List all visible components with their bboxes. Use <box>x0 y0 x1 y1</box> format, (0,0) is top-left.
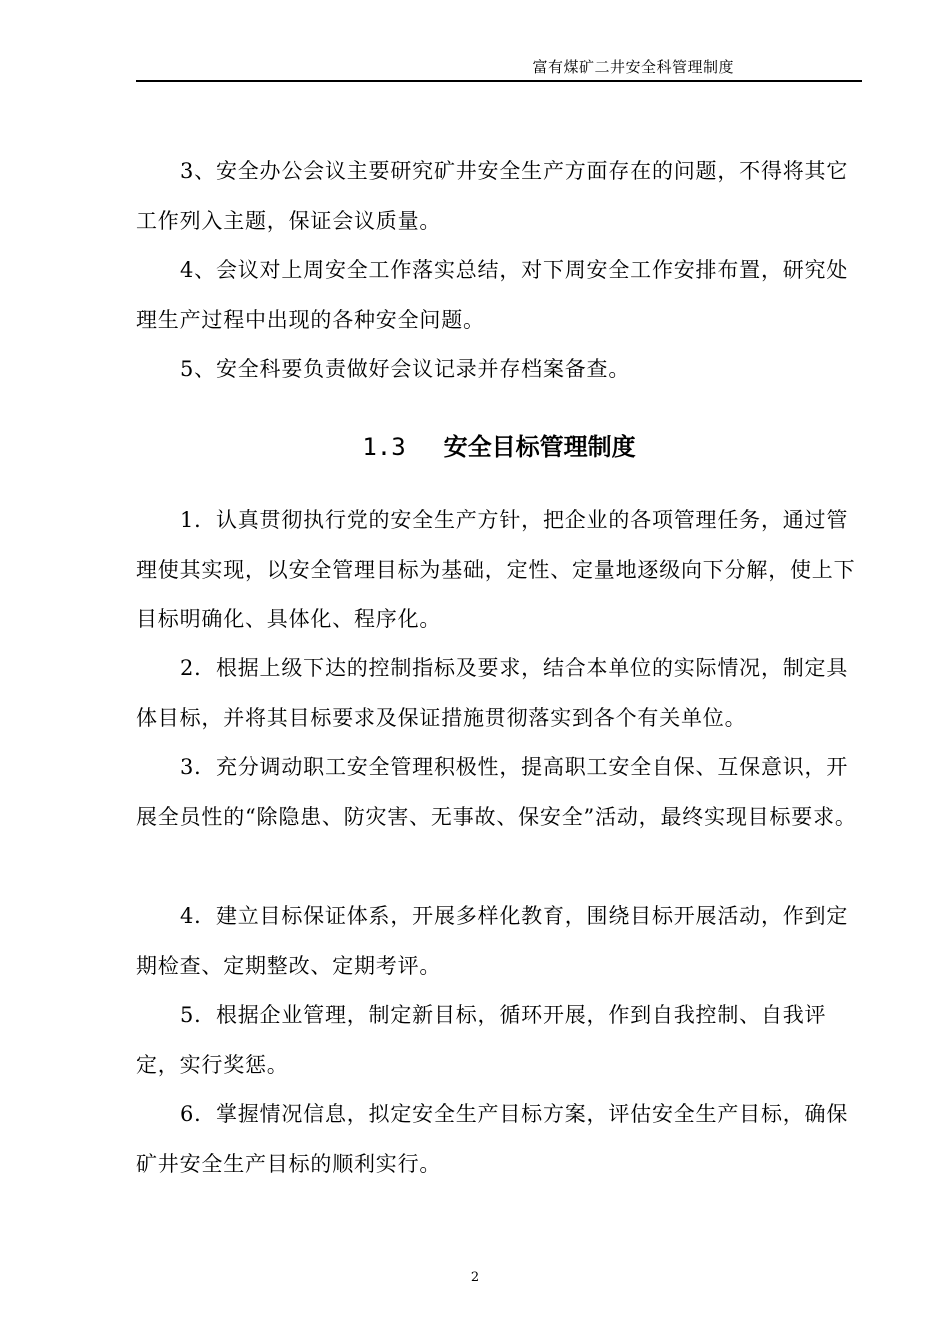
paragraph-4: 4、会议对上周安全工作落实总结，对下周安全工作安排布置，研究处理生产过程中出现的各种安全问题。 <box>136 258 849 332</box>
page-header <box>136 56 862 82</box>
page-number: 2 <box>470 1270 480 1285</box>
paragraph-5: 5、安全科要负责做好会议记录并存档案备查。 <box>180 357 631 381</box>
section-paragraph-6: 6．掌握情况信息，拟定安全生产目标方案，评估安全生产目标，确保矿井安全生产目标的顺利实行。 <box>136 1102 849 1176</box>
header-title: 富有煤矿二井安全科管理制度 <box>532 58 734 76</box>
section-paragraph-4: 4．建立目标保证体系，开展多样化教育，围绕目标开展活动，作到定期检查、定期整改、定期考评。 <box>136 904 849 978</box>
section-number: 1.3 <box>362 433 406 461</box>
section-title: 安全目标管理制度 <box>443 432 636 461</box>
section-paragraph-2: 2．根据上级下达的控制指标及要求，结合本单位的实际情况，制定具体目标，并将其目标要求及保证措施贯彻落实到各个有关单位。 <box>136 656 849 730</box>
section-paragraph-3: 3．充分调动职工安全管理积极性，提高职工安全自保、互保意识，开展全员性的“除隐患、防灾害、无事故、保安全”活动，最终实现目标要求。 <box>136 755 857 829</box>
paragraph-3: 3、安全办公会议主要研究矿井安全生产方面存在的问题，不得将其它工作列入主题，保证会议质量。 <box>136 159 849 233</box>
section-paragraph-5: 5．根据企业管理，制定新目标，循环开展，作到自我控制、自我评定，实行奖惩。 <box>136 1003 827 1077</box>
section-heading <box>136 422 862 472</box>
section-paragraph-1: 1．认真贯彻执行党的安全生产方针，把企业的各项管理任务，通过管理使其实现，以安全管理目标为基础，定性、定量地逐级向下分解，使上下目标明确化、具体化、程序化。 <box>136 508 856 631</box>
